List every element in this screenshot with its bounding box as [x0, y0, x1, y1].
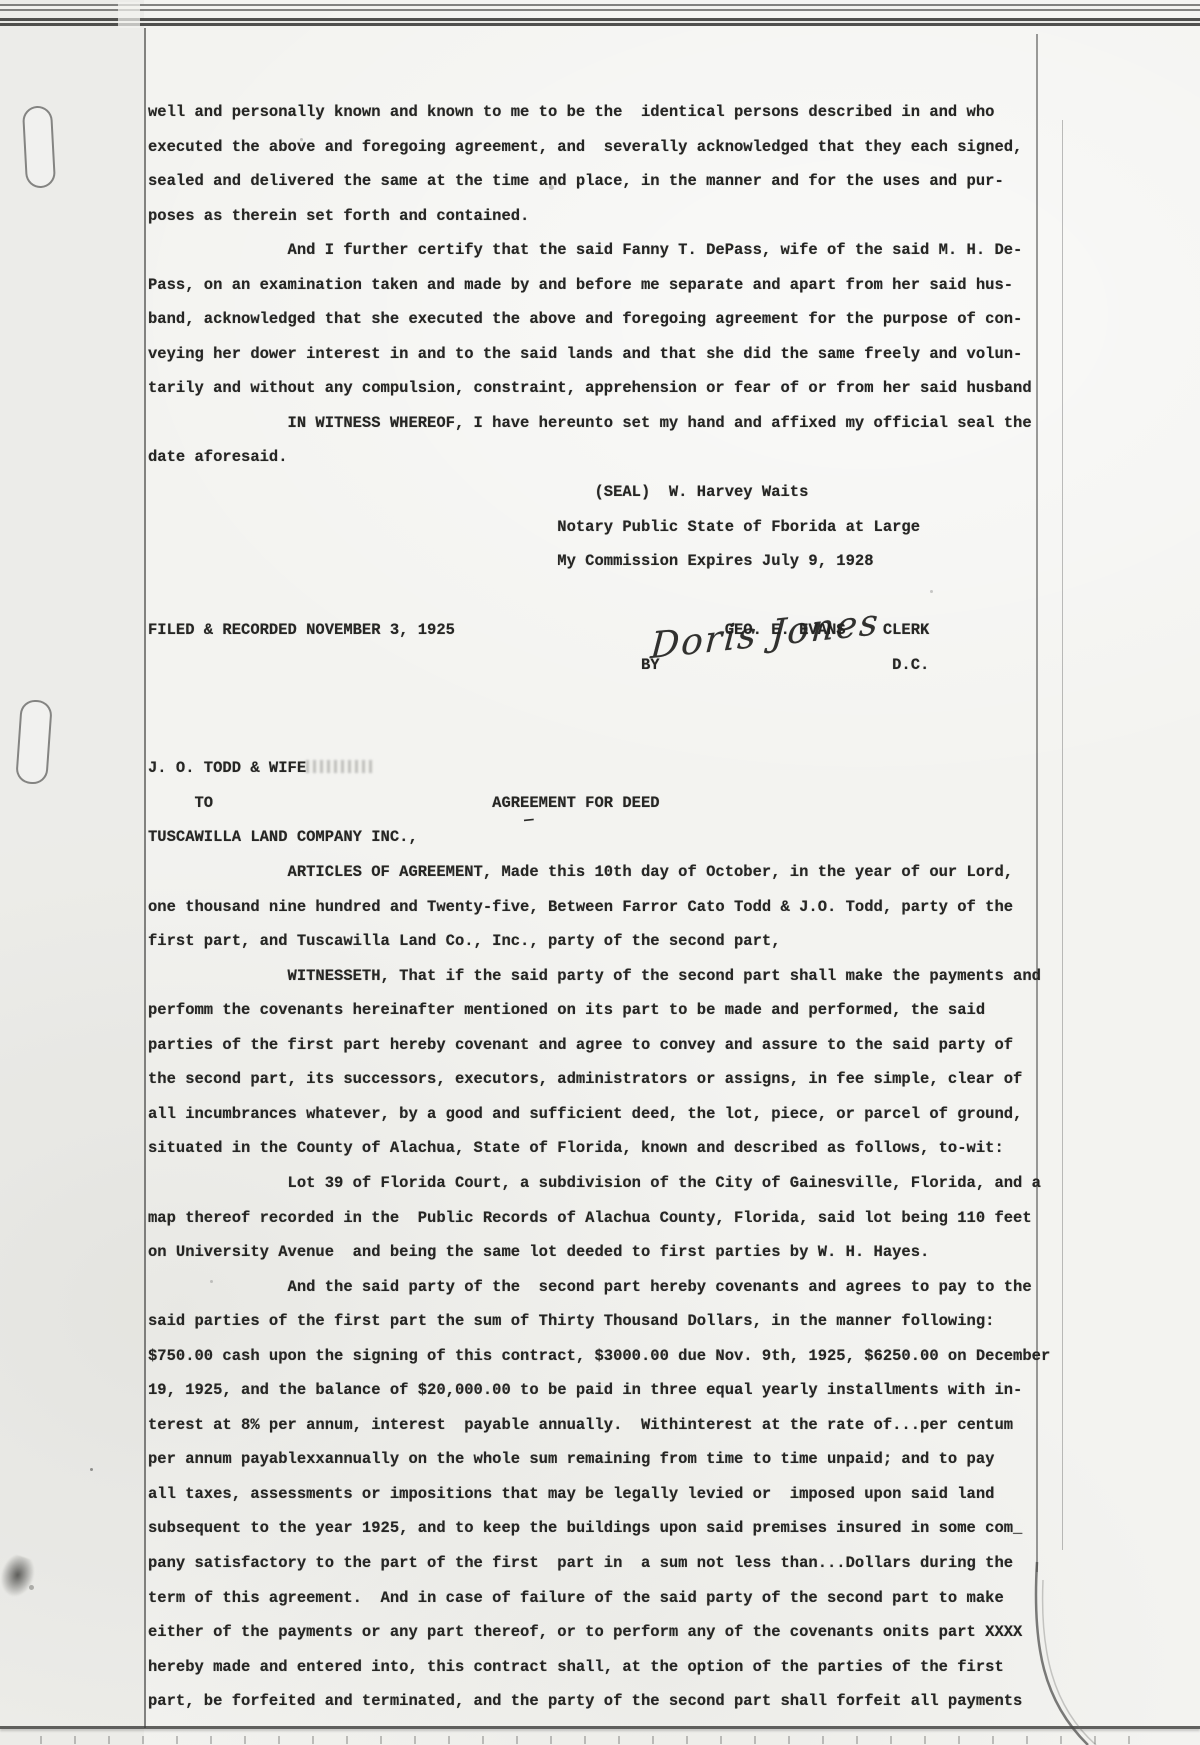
notary-acknowledgment-line: executed the above and foregoing agreement, and severally acknowledged that they each signed,: [148, 137, 1023, 156]
filing-record-line: BY D.C.: [148, 655, 930, 674]
agreement-body-line: perfomm the covenants hereinafter mentioned on its part to be made and performed, the said: [148, 1001, 986, 1020]
agreement-body-line: the second part, its successors, executors, administrators or assigns, in fee simple, clear of: [148, 1070, 1023, 1089]
punch-hole-middle: [15, 699, 53, 785]
bottom-edge-ticks: [40, 1736, 1160, 1744]
agreement-body-line: terest at 8% per annum, interest payable annually. Withinterest at the rate of...per centum: [148, 1415, 1014, 1434]
case-caption-line: TO AGREEMENT FOR DEED: [148, 793, 660, 812]
typed-text-layer: [148, 95, 1068, 1719]
agreement-body-line: said parties of the first part the sum of Thirty Thousand Dollars, in the manner following:: [148, 1312, 995, 1331]
notary-acknowledgment-line: Pass, on an examination taken and made by and before me separate and apart from her said hus-: [148, 275, 1014, 294]
case-caption-line: J. O. TODD & WIFE: [148, 759, 307, 778]
agreement-body-line: part, be forfeited and terminated, and the party of the second part shall forfeit all payments: [148, 1692, 1023, 1711]
case-caption-line: TUSCAWILLA LAND COMPANY INC.,: [148, 828, 418, 847]
agreement-body-line: hereby made and entered into, this contract shall, at the option of the parties of the first: [148, 1657, 1004, 1676]
notary-seal-block-line: (SEAL) W. Harvey Waits: [148, 483, 809, 502]
spacer-line: [148, 579, 1068, 614]
agreement-body-line: map thereof recorded in the Public Records of Alachua County, Florida, said lot being 110 feet: [148, 1208, 1032, 1227]
notary-acknowledgment-line: poses as therein set forth and contained.: [148, 206, 530, 225]
notary-acknowledgment-line: band, acknowledged that she executed the above and foregoing agreement for the purpose of con-: [148, 310, 1023, 329]
agreement-body-line: And the said party of the second part hereby covenants and agrees to pay to the: [148, 1277, 1032, 1296]
notary-acknowledgment-line: sealed and delivered the same at the time and place, in the manner and for the uses and pur-: [148, 172, 1004, 191]
agreement-body-line: $750.00 cash upon the signing of this contract, $3000.00 due Nov. 9th, 1925, $6250.00 on December: [148, 1346, 1051, 1365]
clerk-signature-handwriting: Doris Jones: [649, 601, 882, 668]
agreement-body-line: parties of the first part hereby covenant and agree to convey and assure to the said party of: [148, 1035, 1014, 1054]
film-band-gap: [118, 2, 140, 28]
agreement-body-line: pany satisfactory to the part of the first part in a sum not less than...Dollars during the: [148, 1553, 1014, 1572]
notary-acknowledgment-line: tarily and without any compulsion, constraint, apprehension or fear of or from her said husband: [148, 379, 1032, 398]
agreement-body-line: ARTICLES OF AGREEMENT, Made this 10th day of October, in the year of our Lord,: [148, 863, 1014, 882]
notary-acknowledgment-line: well and personally known and known to me to be the identical persons described in and who: [148, 103, 995, 121]
agreement-body-line: per annum payablexxannually on the whole sum remaining from time to time unpaid; and to pay: [148, 1450, 995, 1469]
notary-acknowledgment-line: date aforesaid.: [148, 448, 288, 467]
agreement-body-line: term of this agreement. And in case of failure of the said party of the second part to make: [148, 1588, 1004, 1607]
notary-acknowledgment-line: veying her dower interest in and to the said lands and that she did the same freely and volun-: [148, 344, 1023, 363]
agreement-body-line: situated in the County of Alachua, State of Florida, known and described as follows, to-wit:: [148, 1139, 1004, 1158]
notary-acknowledgment-line: IN WITNESS WHEREOF, I have hereunto set my hand and affixed my official seal the: [148, 413, 1032, 432]
left-margin-shade: [0, 0, 144, 1745]
agreement-body-line: Lot 39 of Florida Court, a subdivision of the City of Gainesville, Florida, and a: [148, 1173, 1041, 1192]
agreement-body-line: either of the payments or any part thereof, or to perform any of the covenants onits part XXXX: [148, 1623, 1023, 1642]
spacer-line: [148, 682, 1068, 717]
agreement-body-line: all taxes, assessments or impositions that may be legally levied or imposed upon said land: [148, 1484, 995, 1503]
notary-seal-block-line: Notary Public State of Fborida at Large: [148, 517, 921, 536]
agreement-body-line: one thousand nine hundred and Twenty-five, Between Farror Cato Todd & J.O. Todd, party of the: [148, 897, 1014, 916]
agreement-body-line: on University Avenue and being the same lot deeded to first parties by W. H. Hayes.: [148, 1243, 930, 1262]
agreement-body-line: first part, and Tuscawilla Land Co., Inc., party of the second part,: [148, 932, 781, 951]
notary-acknowledgment-line: And I further certify that the said Fanny T. DePass, wife of the said M. H. De-: [148, 241, 1023, 260]
agreement-body-line: subsequent to the year 1925, and to keep the buildings upon said premises insured in some com_: [148, 1519, 1023, 1538]
agreement-body-line: 19, 1925, and the balance of $20,000.00 to be paid in three equal yearly installments with in-: [148, 1381, 1023, 1400]
spacer-line: [148, 717, 1068, 752]
bottom-edge-rule: [0, 1726, 1200, 1729]
paper-specks: [90, 1468, 93, 1471]
agreement-body-line: all incumbrances whatever, by a good and sufficient deed, the lot, piece, or parcel of ground,: [148, 1104, 1023, 1123]
filing-record-line: FILED & RECORDED NOVEMBER 3, 1925 GEO. E. EVANS CLERK: [148, 621, 930, 640]
caption-underline-dash: —: [523, 810, 535, 830]
film-edge-band-top: [0, 4, 1200, 11]
agreement-body-line: WITNESSETH, That if the said party of the second part shall make the payments and: [148, 966, 1041, 985]
punch-hole-top: [22, 105, 56, 188]
notary-seal-block-line: My Commission Expires July 9, 1928: [148, 552, 874, 571]
film-edge-band-lower: [0, 18, 1200, 26]
left-margin-rule: [144, 28, 146, 1728]
